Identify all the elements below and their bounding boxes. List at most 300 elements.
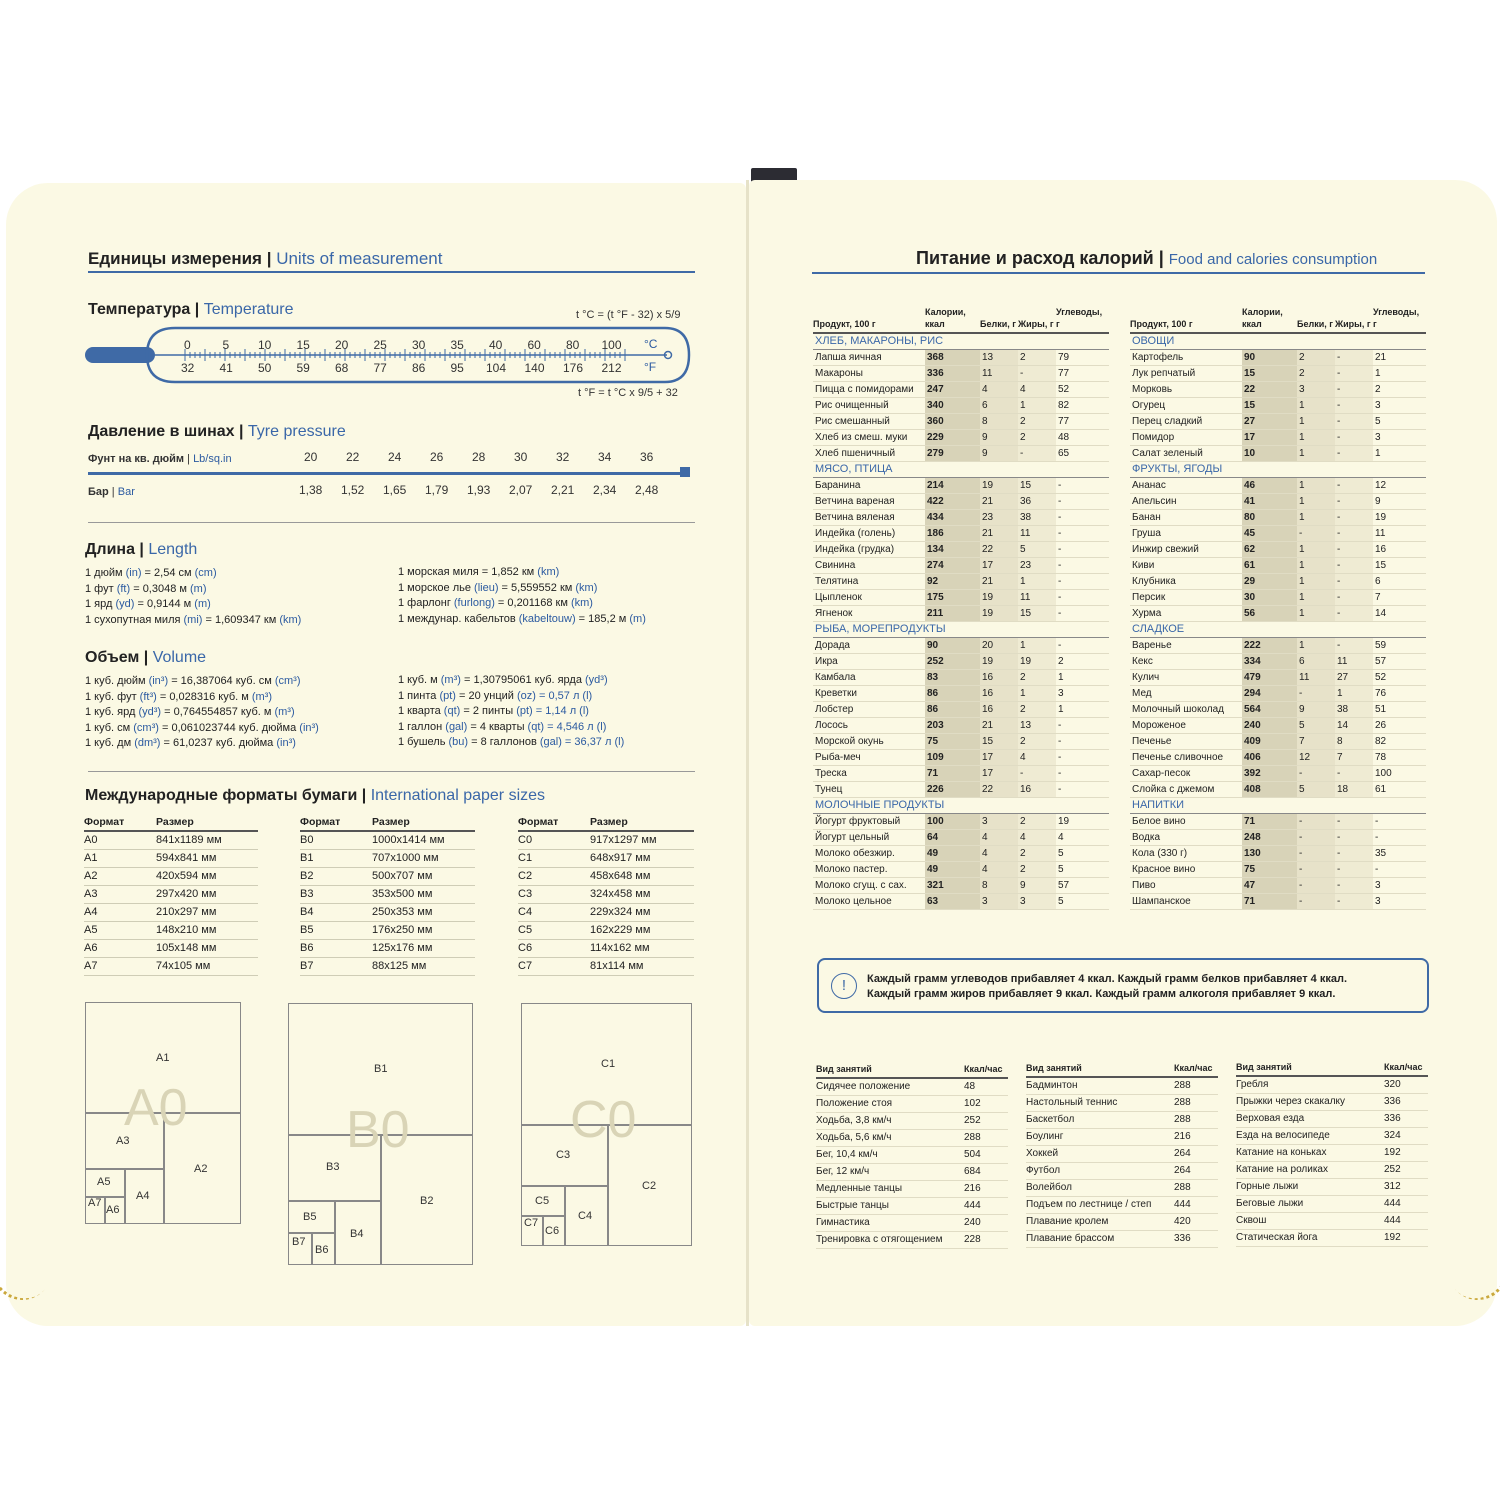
food-row [1130,429,1426,445]
conversion-part: (furlong) [453,597,495,609]
food-category [813,461,1109,477]
food-cell: Цыпленок [813,589,925,605]
activity-row [1026,1213,1218,1230]
food-cell: 22 [980,781,1018,797]
food-cell: - [1018,365,1056,381]
food-cell: Красное вино [1130,861,1242,877]
food-cell: - [1335,765,1373,781]
food-cell: 35 [1373,845,1426,861]
book-spine [746,180,749,1326]
food-cell: 1 [1373,365,1426,381]
food-cell: 15 [1018,477,1056,493]
food-cell: - [1335,541,1373,557]
header-activity: Вид занятий [1026,1063,1174,1077]
activity-table-3 [1236,1062,1428,1247]
divider [812,272,1425,274]
food-row [813,685,1109,701]
food-row [1130,445,1426,461]
food-cell: 21 [980,573,1018,589]
paper-size: 125x176 мм [372,939,475,957]
food-cell: 1 [1018,573,1056,589]
food-cell: Хурма [1130,605,1242,621]
bar-label: Бар | Bar [88,486,135,498]
food-row [1130,845,1426,861]
food-cell: 4 [980,829,1018,845]
food-category [813,333,1109,349]
food-cell: Мороженое [1130,717,1242,733]
food-cell: 61 [1373,781,1426,797]
lb-value: 28 [472,450,486,464]
food-cell: 1 [1018,637,1056,653]
food-cell: 71 [925,765,980,781]
food-cell: 1 [1056,669,1109,685]
food-cell: - [1056,717,1109,733]
paper-format: B2 [300,867,372,885]
formula-c: t °C = (t °F - 32) x 5/9 [576,309,681,321]
paper-size: 841x1189 мм [156,831,258,849]
food-cell: Печенье [1130,733,1242,749]
fahrenheit-value: 68 [335,361,349,375]
food-cell: 15 [1373,557,1426,573]
food-row [1130,685,1426,701]
food-cell: 3 [1018,893,1056,909]
food-cell: Киви [1130,557,1242,573]
food-cell: - [1335,429,1373,445]
food-cell: 21 [980,525,1018,541]
conversion-row [398,612,646,628]
food-cell: 3 [1373,429,1426,445]
lb-value: 26 [430,450,444,464]
fahrenheit-value: 86 [412,361,426,375]
conversion-part: (in) [125,567,142,579]
food-cell: 3 [1297,381,1335,397]
food-cell: Варенье [1130,637,1242,653]
food-cell: 17 [1242,429,1297,445]
conversion-part: (m³) [440,674,461,686]
activity-name: Гимнастика [816,1214,964,1231]
header-activity: Вид занятий [1236,1062,1384,1076]
food-cell: 6 [1297,653,1335,669]
activity-header [816,1064,1008,1078]
activity-name: Катание на роликах [1236,1161,1384,1178]
conversion-part: (m) [190,582,207,595]
conversion-row [85,566,301,582]
food-row [1130,509,1426,525]
food-cell: 1 [1297,397,1335,413]
activity-name: Положение стоя [816,1095,964,1112]
paper-format: B4 [300,903,372,921]
activity-name: Сквош [1236,1212,1384,1229]
food-cell: 2 [1373,381,1426,397]
activity-row [1026,1230,1218,1247]
paper-format: A5 [84,921,156,939]
food-cell: 5 [1297,717,1335,733]
food-cell: 23 [980,509,1018,525]
food-cell: 22 [980,541,1018,557]
food-cell: Слойка с джемом [1130,781,1242,797]
food-cell: Апельсин [1130,493,1242,509]
conversion-row [398,565,646,581]
food-cell: Рис смешанный [813,413,925,429]
conversion-part: = 2,54 см [141,567,195,579]
food-cell: 3 [1373,397,1426,413]
activity-name: Бег, 10,4 км/ч [816,1146,964,1163]
conversion-part: (dm³) [134,737,161,749]
food-cell: Ананас [1130,477,1242,493]
activity-kcal: 336 [1384,1110,1428,1127]
conversion-part: (yd³) [585,674,608,686]
activity-name: Езда на велосипеде [1236,1127,1384,1144]
food-cell: Салат зеленый [1130,445,1242,461]
activity-kcal: 288 [964,1129,1008,1146]
activity-table-2 [1026,1063,1218,1248]
units-title: Единицы измерения | Units of measurement [88,249,443,268]
food-cell: 62 [1242,541,1297,557]
food-cell: 1 [1297,509,1335,525]
food-cell: - [1297,861,1335,877]
conversion-row [398,596,646,612]
food-cell: Икра [813,653,925,669]
food-cell: - [1335,349,1373,365]
conversion-row [398,581,646,597]
food-row [1130,349,1426,365]
food-cell: 30 [1242,589,1297,605]
celsius-value: 20 [335,338,349,352]
food-cell: - [1018,765,1056,781]
food-cell: - [1373,813,1426,829]
food-cell: - [1056,605,1109,621]
header-kcal: Ккал/час [1174,1063,1218,1077]
food-row [1130,557,1426,573]
food-header-cell: Углеводы, г [1373,306,1426,333]
food-cell: Дорада [813,637,925,653]
food-header-cell: Углеводы, г [1056,306,1109,333]
celsius-value: 0 [184,338,191,352]
paper-format: C7 [518,957,590,975]
paper-size: 594x841 мм [156,849,258,867]
activity-row [1236,1110,1428,1127]
activity-name: Волейбол [1026,1179,1174,1196]
food-cell: Макароны [813,365,925,381]
category-label: ОВОЩИ [1130,333,1426,349]
paper-header [518,816,694,831]
food-header-cell: Продукт, 100 г [813,306,925,333]
food-cell: 11 [1373,525,1426,541]
activity-row [816,1112,1008,1129]
food-cell: 76 [1373,685,1426,701]
activity-row [1026,1162,1218,1179]
paper-row [300,957,475,975]
food-cell: 248 [1242,829,1297,845]
conversion-part: 1 ярд [85,598,116,610]
bar-value: 2,21 [551,483,575,497]
food-cell: 1 [1018,397,1056,413]
category-label: ХЛЕБ, МАКАРОНЫ, РИС [813,333,1109,349]
food-cell: 2 [1018,861,1056,877]
food-row [813,445,1109,461]
food-cell: 21 [980,717,1018,733]
food-cell: 57 [1056,877,1109,893]
conversion-row [85,705,319,721]
activity-name: Горные лыжи [1236,1178,1384,1195]
food-row [813,541,1109,557]
food-cell: 86 [925,701,980,717]
header-size: Размер [372,816,475,831]
food-cell: Хлеб пшеничный [813,445,925,461]
conversion-row [85,721,319,737]
paper-format: A6 [84,939,156,957]
food-cell: 92 [925,573,980,589]
food-category [1130,461,1426,477]
activity-kcal: 336 [1174,1230,1218,1247]
food-row [813,669,1109,685]
conversion-part: = 0,061023744 куб. дюйма [158,721,300,734]
food-cell: 20 [980,637,1018,653]
food-cell: 4 [1018,749,1056,765]
food-cell: - [1335,365,1373,381]
food-cell: Тунец [813,781,925,797]
activity-kcal: 504 [964,1146,1008,1163]
food-cell: 2 [1018,733,1056,749]
food-cell: 52 [1373,669,1426,685]
paper-row [300,831,475,849]
food-cell: 6 [1373,573,1426,589]
activity-kcal: 264 [1174,1162,1218,1179]
activity-kcal: 240 [964,1214,1008,1231]
food-row [813,733,1109,749]
activity-kcal: 288 [1174,1111,1218,1128]
food-cell: 3 [980,813,1018,829]
food-cell: 11 [1018,589,1056,605]
food-cell: 15 [1242,365,1297,381]
paper-format: C3 [518,885,590,903]
food-row [1130,525,1426,541]
food-cell: 368 [925,349,980,365]
bar-value: 1,38 [299,483,323,497]
category-label: СЛАДКОЕ [1130,621,1426,637]
food-row [1130,861,1426,877]
conversion-part: (bu) [448,736,469,748]
food-cell: Лосось [813,717,925,733]
food-category [813,621,1109,637]
conversion-row [398,720,624,736]
food-title: Питание и расход калорий | Food and calories consumption [916,248,1378,268]
paper-format: B7 [300,957,372,975]
celsius-value: 5 [222,338,230,352]
food-cell: Персик [1130,589,1242,605]
conversion-part: (yd) [115,598,135,610]
bar-value: 2,34 [593,483,617,497]
food-cell: 38 [1018,509,1056,525]
conversion-part: (pt) = 1,14 л (l) [516,705,589,717]
activity-name: Ходьба, 5,6 км/ч [816,1129,964,1146]
category-label: МЯСО, ПТИЦА [813,461,1109,477]
food-cell: - [1335,589,1373,605]
food-cell: - [1297,829,1335,845]
conversion-row [85,736,319,752]
food-cell: - [1335,509,1373,525]
activity-name: Настольный теннис [1026,1094,1174,1111]
food-cell: 9 [1373,493,1426,509]
food-cell: Лук репчатый [1130,365,1242,381]
conversion-part: = 16,387064 куб. см [168,675,275,687]
food-cell: Камбала [813,669,925,685]
conversion-part: (cm³) [133,721,159,734]
activity-kcal: 288 [1174,1094,1218,1111]
paper-size: 707x1000 мм [372,849,475,867]
food-cell: - [1297,877,1335,893]
header-format: Формат [518,816,590,831]
food-cell: 2 [1018,813,1056,829]
food-cell: Хлеб из смеш. муки [813,429,925,445]
food-cell: 100 [925,813,980,829]
conversion-part: (m³) [274,706,295,718]
food-row [1130,413,1426,429]
food-row [1130,765,1426,781]
paper-size: 114x162 мм [590,939,694,957]
food-cell: - [1335,477,1373,493]
food-cell: 360 [925,413,980,429]
food-cell: 422 [925,493,980,509]
volume-title: Объем | Volume [85,649,207,666]
food-cell: Белое вино [1130,813,1242,829]
food-cell: 1 [1297,477,1335,493]
food-row [813,893,1109,909]
paper-row [84,921,258,939]
activity-row [816,1231,1008,1248]
paper-size: 162x229 мм [590,921,694,939]
conversion-row [85,582,301,598]
paper-format: B5 [300,921,372,939]
paper-format: A2 [84,867,156,885]
food-cell: 3 [1373,893,1426,909]
food-cell: Йогурт фруктовый [813,813,925,829]
conversion-part: (yd³) [138,706,162,718]
food-row [813,589,1109,605]
food-cell: - [1335,445,1373,461]
paper-row [518,885,694,903]
food-header [813,306,1109,333]
food-cell: Молоко обезжир. [813,845,925,861]
food-cell: 16 [1018,781,1056,797]
food-cell: 175 [925,589,980,605]
conversion-row [85,597,301,613]
conversion-part: 1 галлон [398,720,446,733]
conversion-part: (km) [570,597,593,609]
paper-size: 420x594 мм [156,867,258,885]
food-cell: 4 [980,381,1018,397]
food-header-cell: Жиры, г [1018,306,1056,333]
food-cell: 8 [1335,733,1373,749]
food-row [813,877,1109,893]
lb-value: 24 [388,450,402,464]
food-cell: - [1297,813,1335,829]
food-cell: Молоко сгущ. с сах. [813,877,925,893]
fahrenheit-value: 140 [524,361,545,375]
conversion-part: = 185,2 м [575,612,630,625]
category-label: ФРУКТЫ, ЯГОДЫ [1130,461,1426,477]
activity-name: Статическая йога [1236,1229,1384,1246]
food-cell: 9 [1018,877,1056,893]
conversion-part: = 5,559552 км [498,581,576,594]
fahrenheit-value: 176 [563,361,584,375]
activity-kcal: 444 [964,1197,1008,1214]
fahrenheit-value: 77 [373,361,387,375]
activity-name: Плавание брассом [1026,1230,1174,1247]
food-category [813,797,1109,813]
activity-name: Быстрые танцы [816,1197,964,1214]
food-row [1130,669,1426,685]
food-cell: 247 [925,381,980,397]
food-row [1130,573,1426,589]
conversion-part: (m) [629,612,646,625]
paper-format: C4 [518,903,590,921]
food-cell: Телятина [813,573,925,589]
conversion-part: = 1,609347 км [202,613,280,626]
activity-row [1236,1076,1428,1093]
conversion-part: 1 куб. дм [85,737,135,749]
paper-format: A7 [84,957,156,975]
activity-name: Подъем по лестнице / степ [1026,1196,1174,1213]
food-cell: 78 [1373,749,1426,765]
fahrenheit-value: 95 [450,361,464,375]
food-cell: 79 [1056,349,1109,365]
food-cell: 16 [980,685,1018,701]
food-cell: 75 [925,733,980,749]
food-cell: 13 [1018,717,1056,733]
food-cell: 51 [1373,701,1426,717]
header-size: Размер [156,816,258,831]
food-cell: Морской окунь [813,733,925,749]
conversion-part: 1 фут [85,582,117,595]
paper-format: C0 [518,831,590,849]
food-cell: 46 [1242,477,1297,493]
activity-name: Плавание кролем [1026,1213,1174,1230]
food-cell: 9 [1297,701,1335,717]
food-cell: - [1335,861,1373,877]
food-cell: 240 [1242,717,1297,733]
food-row [1130,781,1426,797]
food-table-left [813,306,1109,910]
paper-format: B3 [300,885,372,903]
food-cell: 2 [1018,845,1056,861]
food-cell: Сахар-песок [1130,765,1242,781]
food-cell: 15 [980,733,1018,749]
food-cell: Кекс [1130,653,1242,669]
food-cell: Кола (330 г) [1130,845,1242,861]
food-cell: 2 [1056,653,1109,669]
lb-value: 20 [304,450,318,464]
conversion-part: (mi) [183,613,203,626]
food-cell: - [1335,381,1373,397]
food-cell: 5 [1056,861,1109,877]
food-header-cell: Белки, г [980,306,1018,333]
paper-row [300,885,475,903]
food-cell: 27 [1242,413,1297,429]
activity-row [816,1214,1008,1231]
lb-value: 30 [514,450,528,464]
food-cell: 1 [1297,589,1335,605]
activity-kcal: 252 [964,1112,1008,1129]
food-row [1130,813,1426,829]
food-header [1130,306,1426,333]
food-row [813,525,1109,541]
food-cell: 47 [1242,877,1297,893]
volume-list-right [398,673,624,751]
conversion-part: (qt) = 4,546 л (l) [527,720,607,733]
celsius-value: 60 [527,338,541,352]
food-cell: 21 [1373,349,1426,365]
